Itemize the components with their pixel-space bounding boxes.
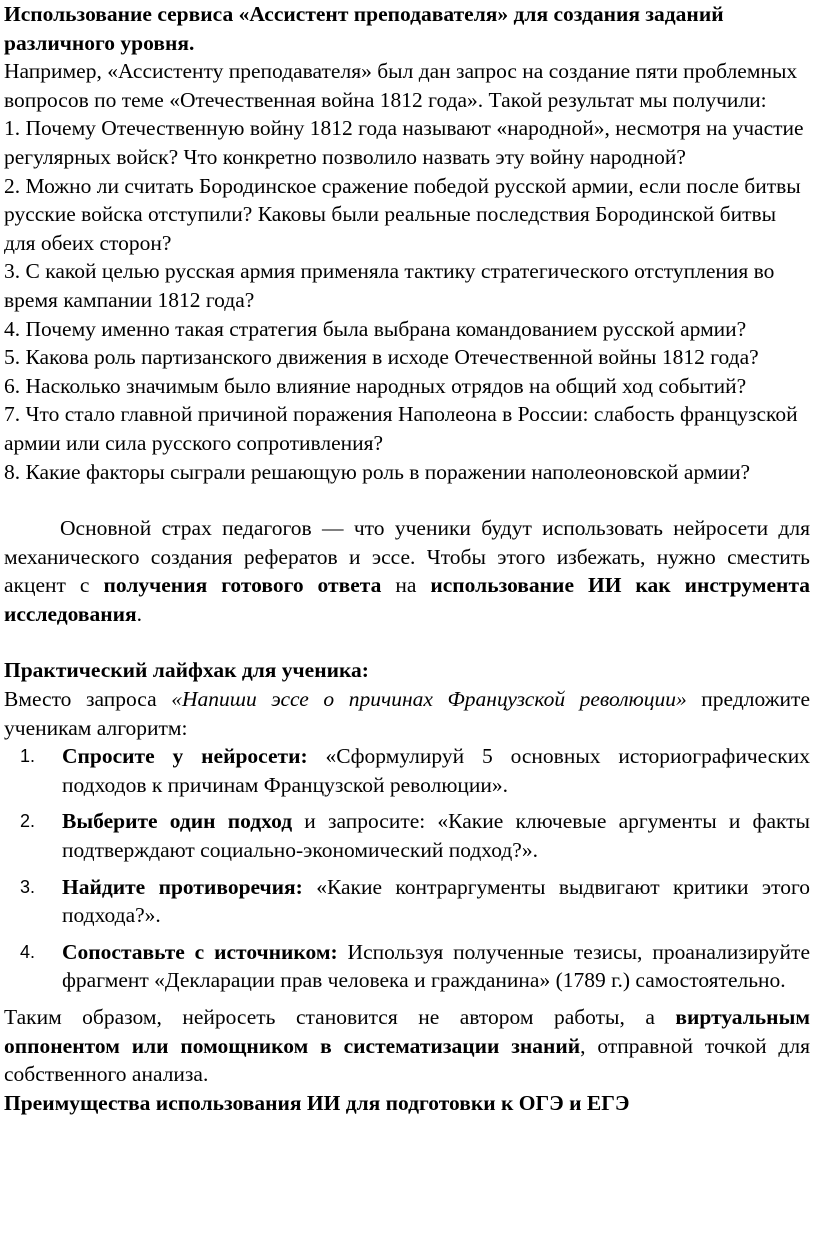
advantages-heading: Преимущества использования ИИ для подготовки к ОГЭ и ЕГЭ [4,1090,630,1115]
algorithm-step: 1. Спросите у нейросети: «Сформулируй 5 основных историографических подходов к причинам Французской революции». [20,744,810,797]
algorithm-steps [4,742,810,995]
section-heading: Использование сервиса «Ассистент преподавателя» для создания заданий различного уровня. [4,2,724,55]
spacer [4,628,810,656]
question-item: 8. Какие факторы сыграли решающую роль в поражении наполеоновской армии? [4,459,751,484]
question-item: 1. Почему Отечественную войну 1812 года называют «народной», несмотря на участие регулярных войск? Что конкретно позволило назвать эту войну народной? [4,116,804,169]
fear-paragraph: Основной страх педагогов — что ученики будут использовать нейросети для механического создания рефератов и эссе. Чтобы этого избежать, нужно сместить акцент с получения готового ответа на использование ИИ как инструмента исследования. [4,516,811,626]
question-item: 7. Что стало главной причиной поражения Наполеона в России: слабость французской армии или сила русского сопротивления? [4,402,798,455]
lifehack-lead: Вместо запроса «Напиши эссе о причинах Французской революции» предложите ученикам алгоритм: [4,687,810,740]
spacer [4,486,810,514]
algorithm-step: 4. Сопоставьте с источником: Используя полученные тезисы, проанализируйте фрагмент «Декларации прав человека и гражданина» (1789 г.) самостоятельно. [20,939,810,993]
lifehack-title: Практический лайфхак для ученика: [4,658,369,683]
algorithm-step: 2. Выберите один подход и запросите: «Какие ключевые аргументы и факты подтверждают социально-экономический подход?». [20,809,811,863]
question-item: 6. Насколько значимым было влияние народных отрядов на общий ход событий? [4,373,747,398]
question-list [4,114,810,486]
conclusion-paragraph: Таким образом, нейросеть становится не автором работы, а виртуальным оппонентом или помощником в систематизации знаний, отправной точкой для собственного анализа. [4,1005,810,1087]
question-item: 2. Можно ли считать Бородинское сражение победой русской армии, если после битвы русские войска отступили? Каковы были реальные последствия Бородинской битвы для обеих сторон? [4,173,801,255]
question-item: 3. С какой целью русская армия применяла тактику стратегического отступления во время кампании 1812 года? [4,259,775,312]
intro-paragraph: Например, «Ассистенту преподавателя» был дан запрос на создание пяти проблемных вопросов по теме «Отечественная война 1812 года». Такой результат мы получили: [4,59,798,112]
question-item: 4. Почему именно такая стратегия была выбрана командованием русской армии? [4,316,747,341]
algorithm-step: 3. Найдите противоречия: «Какие контраргументы выдвигают критики этого подхода?». [20,874,810,928]
question-item: 5. Какова роль партизанского движения в исходе Отечественной войны 1812 года? [4,345,759,370]
